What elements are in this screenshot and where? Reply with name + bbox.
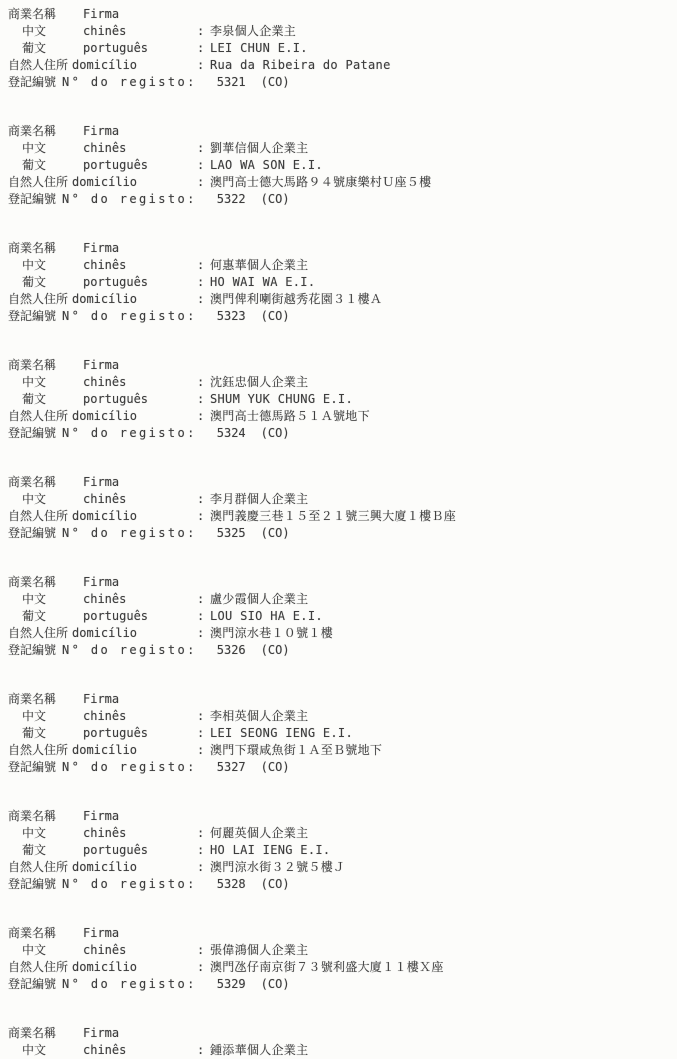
registry-number-value: 5322 bbox=[216, 192, 246, 206]
label-domicile-pt: domicílio bbox=[72, 175, 138, 189]
registry-number-value: 5329 bbox=[216, 977, 246, 991]
registry-entry bbox=[8, 808, 677, 893]
business-name-row bbox=[8, 474, 677, 491]
registry-mark-value: (CO) bbox=[260, 309, 290, 323]
label-domicile-zh: 自然人住所 bbox=[8, 626, 69, 640]
label-registry-zh: 登記編號 bbox=[8, 309, 57, 323]
label-portuguese-pt: português bbox=[83, 609, 149, 623]
label-portuguese-pt: português bbox=[83, 41, 149, 55]
portuguese-name-value: LEI CHUN E.I. bbox=[210, 41, 308, 55]
registry-mark-value: (CO) bbox=[260, 526, 290, 540]
label-business-name-pt: Firma bbox=[83, 1026, 120, 1040]
colon-separator: : bbox=[197, 275, 205, 289]
colon-separator: : bbox=[197, 24, 205, 38]
colon-separator: : bbox=[197, 58, 205, 72]
registry-mark-value: (CO) bbox=[260, 977, 290, 991]
portuguese-name-row bbox=[8, 40, 677, 57]
label-registry-pt: N° do registo: bbox=[62, 643, 197, 657]
label-domicile-zh: 自然人住所 bbox=[8, 409, 69, 423]
business-name-row bbox=[8, 574, 677, 591]
label-business-name-zh: 商業名稱 bbox=[8, 241, 57, 255]
registry-number-value: 5328 bbox=[216, 877, 246, 891]
registry-mark-value: (CO) bbox=[260, 192, 290, 206]
colon-separator: : bbox=[197, 509, 205, 523]
registry-entries-list bbox=[8, 6, 677, 1059]
label-portuguese-zh: 葡文 bbox=[22, 392, 47, 406]
label-domicile-zh: 自然人住所 bbox=[8, 175, 69, 189]
label-portuguese-zh: 葡文 bbox=[22, 158, 47, 172]
domicile-row bbox=[8, 408, 677, 425]
registry-mark-value: (CO) bbox=[260, 426, 290, 440]
label-business-name-pt: Firma bbox=[83, 926, 120, 940]
registry-number-value: 5321 bbox=[216, 75, 246, 89]
domicile-value: 澳門高士德大馬路９４號康樂村Ｕ座５樓 bbox=[210, 175, 432, 189]
colon-separator: : bbox=[197, 409, 205, 423]
chinese-name-row bbox=[8, 942, 677, 959]
label-chinese-pt: chinês bbox=[83, 492, 127, 506]
registry-mark-value: (CO) bbox=[260, 877, 290, 891]
registry-number-row bbox=[8, 425, 677, 442]
label-chinese-pt: chinês bbox=[83, 826, 127, 840]
label-domicile-pt: domicílio bbox=[72, 409, 138, 423]
colon-separator: : bbox=[197, 292, 205, 306]
domicile-row bbox=[8, 959, 677, 976]
label-business-name-pt: Firma bbox=[83, 475, 120, 489]
domicile-row bbox=[8, 742, 677, 759]
label-registry-zh: 登記編號 bbox=[8, 526, 57, 540]
colon-separator: : bbox=[197, 626, 205, 640]
registry-number-row bbox=[8, 525, 677, 542]
label-portuguese-zh: 葡文 bbox=[22, 275, 47, 289]
label-registry-pt: N° do registo: bbox=[62, 526, 197, 540]
label-chinese-zh: 中文 bbox=[22, 141, 47, 155]
label-business-name-pt: Firma bbox=[83, 241, 120, 255]
label-business-name-zh: 商業名稱 bbox=[8, 809, 57, 823]
registry-entry bbox=[8, 123, 677, 208]
label-chinese-zh: 中文 bbox=[22, 375, 47, 389]
colon-separator: : bbox=[197, 158, 205, 172]
registry-mark-value: (CO) bbox=[260, 75, 290, 89]
chinese-name-value: 何惠華個人企業主 bbox=[210, 258, 309, 272]
label-domicile-pt: domicílio bbox=[72, 626, 138, 640]
colon-separator: : bbox=[197, 709, 205, 723]
colon-separator: : bbox=[197, 258, 205, 272]
colon-separator: : bbox=[197, 960, 205, 974]
label-business-name-pt: Firma bbox=[83, 7, 120, 21]
label-domicile-pt: domicílio bbox=[72, 292, 138, 306]
domicile-row bbox=[8, 625, 677, 642]
label-domicile-pt: domicílio bbox=[72, 860, 138, 874]
registry-number-row bbox=[8, 642, 677, 659]
label-domicile-pt: domicílio bbox=[72, 509, 138, 523]
label-business-name-pt: Firma bbox=[83, 692, 120, 706]
registry-number-value: 5325 bbox=[216, 526, 246, 540]
portuguese-name-value: LEI SEONG IENG E.I. bbox=[210, 726, 353, 740]
label-registry-zh: 登記編號 bbox=[8, 426, 57, 440]
colon-separator: : bbox=[197, 175, 205, 189]
label-registry-pt: N° do registo: bbox=[62, 309, 197, 323]
label-domicile-zh: 自然人住所 bbox=[8, 860, 69, 874]
registry-number-row bbox=[8, 976, 677, 993]
label-registry-zh: 登記編號 bbox=[8, 643, 57, 657]
chinese-name-value: 盧少霞個人企業主 bbox=[210, 592, 309, 606]
label-business-name-zh: 商業名稱 bbox=[8, 1026, 57, 1040]
registry-entry bbox=[8, 574, 677, 659]
colon-separator: : bbox=[197, 492, 205, 506]
label-chinese-pt: chinês bbox=[83, 592, 127, 606]
registry-entry bbox=[8, 691, 677, 776]
colon-separator: : bbox=[197, 843, 205, 857]
label-portuguese-zh: 葡文 bbox=[22, 41, 47, 55]
portuguese-name-value: HO LAI IENG E.I. bbox=[210, 843, 331, 857]
label-registry-pt: N° do registo: bbox=[62, 426, 197, 440]
registry-number-row bbox=[8, 876, 677, 893]
portuguese-name-row bbox=[8, 157, 677, 174]
label-registry-pt: N° do registo: bbox=[62, 977, 197, 991]
colon-separator: : bbox=[197, 743, 205, 757]
label-business-name-zh: 商業名稱 bbox=[8, 358, 57, 372]
registry-number-value: 5323 bbox=[216, 309, 246, 323]
business-name-row bbox=[8, 808, 677, 825]
label-chinese-zh: 中文 bbox=[22, 943, 47, 957]
label-chinese-pt: chinês bbox=[83, 943, 127, 957]
domicile-value: 澳門涼水巷１０號１樓 bbox=[210, 626, 334, 640]
domicile-row bbox=[8, 859, 677, 876]
chinese-name-row bbox=[8, 825, 677, 842]
label-chinese-zh: 中文 bbox=[22, 24, 47, 38]
label-business-name-zh: 商業名稱 bbox=[8, 692, 57, 706]
label-domicile-zh: 自然人住所 bbox=[8, 743, 69, 757]
chinese-name-row bbox=[8, 708, 677, 725]
domicile-value: 澳門義慶三巷１５至２１號三興大廈１樓Ｂ座 bbox=[210, 509, 457, 523]
registry-mark-value: (CO) bbox=[260, 760, 290, 774]
chinese-name-row bbox=[8, 1042, 677, 1059]
chinese-name-value: 何麗英個人企業主 bbox=[210, 826, 309, 840]
label-portuguese-zh: 葡文 bbox=[22, 726, 47, 740]
label-chinese-zh: 中文 bbox=[22, 709, 47, 723]
chinese-name-value: 李相英個人企業主 bbox=[210, 709, 309, 723]
registry-entry bbox=[8, 357, 677, 442]
label-chinese-zh: 中文 bbox=[22, 258, 47, 272]
colon-separator: : bbox=[197, 1043, 205, 1057]
label-portuguese-pt: português bbox=[83, 726, 149, 740]
domicile-row bbox=[8, 57, 677, 74]
colon-separator: : bbox=[197, 141, 205, 155]
chinese-name-row bbox=[8, 591, 677, 608]
label-domicile-zh: 自然人住所 bbox=[8, 509, 69, 523]
chinese-name-value: 李月群個人企業主 bbox=[210, 492, 309, 506]
portuguese-name-row bbox=[8, 608, 677, 625]
portuguese-name-row bbox=[8, 274, 677, 291]
label-chinese-zh: 中文 bbox=[22, 826, 47, 840]
label-registry-zh: 登記編號 bbox=[8, 977, 57, 991]
label-domicile-zh: 自然人住所 bbox=[8, 292, 69, 306]
domicile-value: 澳門俾利喇街越秀花園３１樓Ａ bbox=[210, 292, 383, 306]
chinese-name-value: 李泉個人企業主 bbox=[210, 24, 297, 38]
portuguese-name-row bbox=[8, 842, 677, 859]
colon-separator: : bbox=[197, 41, 205, 55]
business-name-row bbox=[8, 123, 677, 140]
registry-entry bbox=[8, 1025, 677, 1059]
chinese-name-row bbox=[8, 491, 677, 508]
label-chinese-pt: chinês bbox=[83, 258, 127, 272]
portuguese-name-row bbox=[8, 725, 677, 742]
registry-mark-value: (CO) bbox=[260, 643, 290, 657]
label-portuguese-pt: português bbox=[83, 275, 149, 289]
domicile-row bbox=[8, 291, 677, 308]
label-chinese-pt: chinês bbox=[83, 24, 127, 38]
label-chinese-pt: chinês bbox=[83, 141, 127, 155]
portuguese-name-row bbox=[8, 391, 677, 408]
chinese-name-value: 張偉鴻個人企業主 bbox=[210, 943, 309, 957]
label-registry-pt: N° do registo: bbox=[62, 75, 197, 89]
label-chinese-zh: 中文 bbox=[22, 492, 47, 506]
registry-entry bbox=[8, 240, 677, 325]
label-business-name-pt: Firma bbox=[83, 358, 120, 372]
chinese-name-row bbox=[8, 23, 677, 40]
chinese-name-row bbox=[8, 140, 677, 157]
registry-number-row bbox=[8, 191, 677, 208]
registry-entry bbox=[8, 925, 677, 993]
domicile-value: 澳門下環咸魚街１Ａ至Ｂ號地下 bbox=[210, 743, 383, 757]
label-business-name-zh: 商業名稱 bbox=[8, 926, 57, 940]
label-registry-zh: 登記編號 bbox=[8, 760, 57, 774]
label-business-name-zh: 商業名稱 bbox=[8, 7, 57, 21]
chinese-name-row bbox=[8, 257, 677, 274]
label-business-name-pt: Firma bbox=[83, 809, 120, 823]
registry-number-value: 5327 bbox=[216, 760, 246, 774]
label-chinese-pt: chinês bbox=[83, 375, 127, 389]
colon-separator: : bbox=[197, 726, 205, 740]
registry-number-row bbox=[8, 74, 677, 91]
registry-number-value: 5326 bbox=[216, 643, 246, 657]
colon-separator: : bbox=[197, 826, 205, 840]
label-portuguese-pt: português bbox=[83, 158, 149, 172]
label-registry-zh: 登記編號 bbox=[8, 877, 57, 891]
label-business-name-zh: 商業名稱 bbox=[8, 475, 57, 489]
colon-separator: : bbox=[197, 860, 205, 874]
colon-separator: : bbox=[197, 392, 205, 406]
label-domicile-zh: 自然人住所 bbox=[8, 960, 69, 974]
portuguese-name-value: LOU SIO HA E.I. bbox=[210, 609, 323, 623]
label-chinese-pt: chinês bbox=[83, 709, 127, 723]
business-name-row bbox=[8, 240, 677, 257]
business-name-row bbox=[8, 925, 677, 942]
label-domicile-zh: 自然人住所 bbox=[8, 58, 69, 72]
business-name-row bbox=[8, 1025, 677, 1042]
label-registry-pt: N° do registo: bbox=[62, 760, 197, 774]
business-name-row bbox=[8, 357, 677, 374]
colon-separator: : bbox=[197, 943, 205, 957]
label-business-name-zh: 商業名稱 bbox=[8, 124, 57, 138]
label-registry-zh: 登記編號 bbox=[8, 192, 57, 206]
label-portuguese-zh: 葡文 bbox=[22, 843, 47, 857]
registry-number-row bbox=[8, 308, 677, 325]
label-business-name-pt: Firma bbox=[83, 575, 120, 589]
domicile-value: 澳門高士德馬路５１Ａ號地下 bbox=[210, 409, 370, 423]
label-chinese-zh: 中文 bbox=[22, 592, 47, 606]
business-name-row bbox=[8, 6, 677, 23]
chinese-name-value: 劉華信個人企業主 bbox=[210, 141, 309, 155]
colon-separator: : bbox=[197, 592, 205, 606]
label-portuguese-pt: português bbox=[83, 392, 149, 406]
registry-entry bbox=[8, 6, 677, 91]
domicile-row bbox=[8, 174, 677, 191]
registry-entry bbox=[8, 474, 677, 542]
portuguese-name-value: SHUM YUK CHUNG E.I. bbox=[210, 392, 353, 406]
chinese-name-value: 鍾添華個人企業主 bbox=[210, 1043, 309, 1057]
colon-separator: : bbox=[197, 375, 205, 389]
label-registry-pt: N° do registo: bbox=[62, 192, 197, 206]
portuguese-name-value: LAO WA SON E.I. bbox=[210, 158, 323, 172]
label-business-name-pt: Firma bbox=[83, 124, 120, 138]
domicile-value: Rua da Ribeira do Patane bbox=[210, 58, 391, 72]
label-chinese-pt: chinês bbox=[83, 1043, 127, 1057]
label-chinese-zh: 中文 bbox=[22, 1043, 47, 1057]
colon-separator: : bbox=[197, 609, 205, 623]
label-domicile-pt: domicílio bbox=[72, 743, 138, 757]
chinese-name-row bbox=[8, 374, 677, 391]
registry-number-row bbox=[8, 759, 677, 776]
label-registry-pt: N° do registo: bbox=[62, 877, 197, 891]
label-portuguese-zh: 葡文 bbox=[22, 609, 47, 623]
domicile-value: 澳門涼水街３２號５樓Ｊ bbox=[210, 860, 346, 874]
label-registry-zh: 登記編號 bbox=[8, 75, 57, 89]
label-portuguese-pt: português bbox=[83, 843, 149, 857]
registry-number-value: 5324 bbox=[216, 426, 246, 440]
label-business-name-zh: 商業名稱 bbox=[8, 575, 57, 589]
chinese-name-value: 沈鈺忠個人企業主 bbox=[210, 375, 309, 389]
label-domicile-pt: domicílio bbox=[72, 960, 138, 974]
portuguese-name-value: HO WAI WA E.I. bbox=[210, 275, 316, 289]
domicile-row bbox=[8, 508, 677, 525]
business-name-row bbox=[8, 691, 677, 708]
label-domicile-pt: domicílio bbox=[72, 58, 138, 72]
domicile-value: 澳門氹仔南京街７３號利盛大廈１１樓Ｘ座 bbox=[210, 960, 444, 974]
